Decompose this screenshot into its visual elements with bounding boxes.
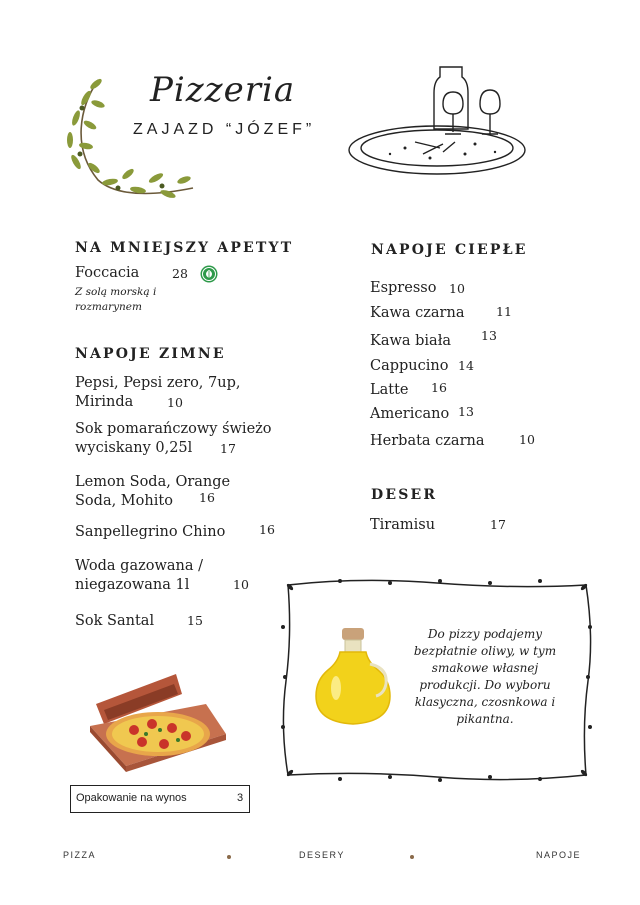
olive-oil-bottle-icon xyxy=(312,626,394,728)
item-name-foccacia: Foccacia xyxy=(75,265,140,281)
cold-drink-line-2: Mirinda xyxy=(75,394,134,410)
cold-drink-price: 17 xyxy=(220,441,236,456)
cold-drink-line-1: Lemon Soda, Orange xyxy=(75,474,231,490)
item-price-foccacia: 28 xyxy=(172,266,188,281)
takeaway-price: 3 xyxy=(237,792,244,804)
cold-drink-line-1: Sok Santal xyxy=(75,613,155,629)
takeaway-label: Opakowanie na wynos xyxy=(76,792,187,804)
pizzeria-script-title: Pizzeria xyxy=(150,70,296,110)
hot-drink-name: Herbata czarna xyxy=(370,433,485,449)
dessert-price: 17 xyxy=(490,517,506,532)
foccacia-note-line-2: rozmarynem xyxy=(75,301,142,313)
section-title-cold-drinks: NAPOJE ZIMNE xyxy=(75,346,226,362)
cold-drink-price: 16 xyxy=(199,490,215,505)
hot-drink-name: Americano xyxy=(370,406,450,422)
olive-note-line: produkcji. Do wyboru xyxy=(419,678,551,692)
section-title-small-appetite: NA MNIEJSZY APETYT xyxy=(75,240,294,256)
footer-nav-napoje: NAPOJE xyxy=(536,850,582,860)
hot-drink-price: 11 xyxy=(496,304,512,319)
dessert-name: Tiramisu xyxy=(370,517,436,533)
olive-note-line: pikantna. xyxy=(456,712,514,726)
takeaway-packaging-box xyxy=(70,785,250,813)
restaurant-name: ZAJAZD “JÓZEF” xyxy=(133,121,316,138)
section-title-dessert: DESER xyxy=(371,487,438,503)
cold-drink-line-1: Woda gazowana / xyxy=(75,558,204,574)
cold-drink-price: 10 xyxy=(167,395,183,410)
cold-drink-line-1: Sok pomarańczowy świeżo xyxy=(75,421,272,437)
hot-drink-price: 10 xyxy=(449,281,465,296)
cold-drink-price: 10 xyxy=(233,577,249,592)
hot-drink-name: Kawa czarna xyxy=(370,305,465,321)
hot-drink-name: Espresso xyxy=(370,280,437,296)
cold-drink-line-2: niegazowana 1l xyxy=(75,577,190,593)
pizza-and-wine-sketch xyxy=(345,62,540,182)
olive-note-line: klasyczna, czosnkowa i xyxy=(414,695,556,709)
hot-drink-name: Latte xyxy=(370,382,409,398)
pizza-box-icon xyxy=(86,664,231,774)
hot-drink-price: 14 xyxy=(458,358,474,373)
cold-drink-line-2: wyciskany 0,25l xyxy=(75,440,193,456)
cold-drink-line-2: Soda, Mohito xyxy=(75,493,173,509)
hot-drink-price: 10 xyxy=(519,432,535,447)
section-title-hot-drinks: NAPOJE CIEPŁE xyxy=(371,242,528,258)
cold-drink-price: 15 xyxy=(187,613,203,628)
hot-drink-name: Cappucino xyxy=(370,358,449,374)
olive-note-line: smakowe własnej xyxy=(431,661,539,675)
hot-drink-price: 16 xyxy=(431,380,447,395)
footer-nav-pizza: PIZZA xyxy=(63,850,97,860)
olive-note-line: bezpłatnie oliwy, w tym xyxy=(413,644,557,658)
olive-note-line: Do pizzy podajemy xyxy=(427,627,543,641)
foccacia-note-line-1: Z solą morską i xyxy=(75,286,157,298)
hot-drink-price: 13 xyxy=(481,328,497,343)
olive-oil-note xyxy=(405,626,565,728)
cold-drink-price: 16 xyxy=(259,522,275,537)
vegan-leaf-icon xyxy=(200,265,218,283)
hot-drink-price: 13 xyxy=(458,404,474,419)
hot-drink-name: Kawa biała xyxy=(370,333,452,349)
cold-drink-line-1: Sanpellegrino Chino xyxy=(75,524,226,540)
footer-nav-desery: DESERY xyxy=(299,850,345,860)
cold-drink-line-1: Pepsi, Pepsi zero, 7up, xyxy=(75,375,241,391)
footer-separator-dot xyxy=(227,855,231,859)
footer-separator-dot xyxy=(410,855,414,859)
